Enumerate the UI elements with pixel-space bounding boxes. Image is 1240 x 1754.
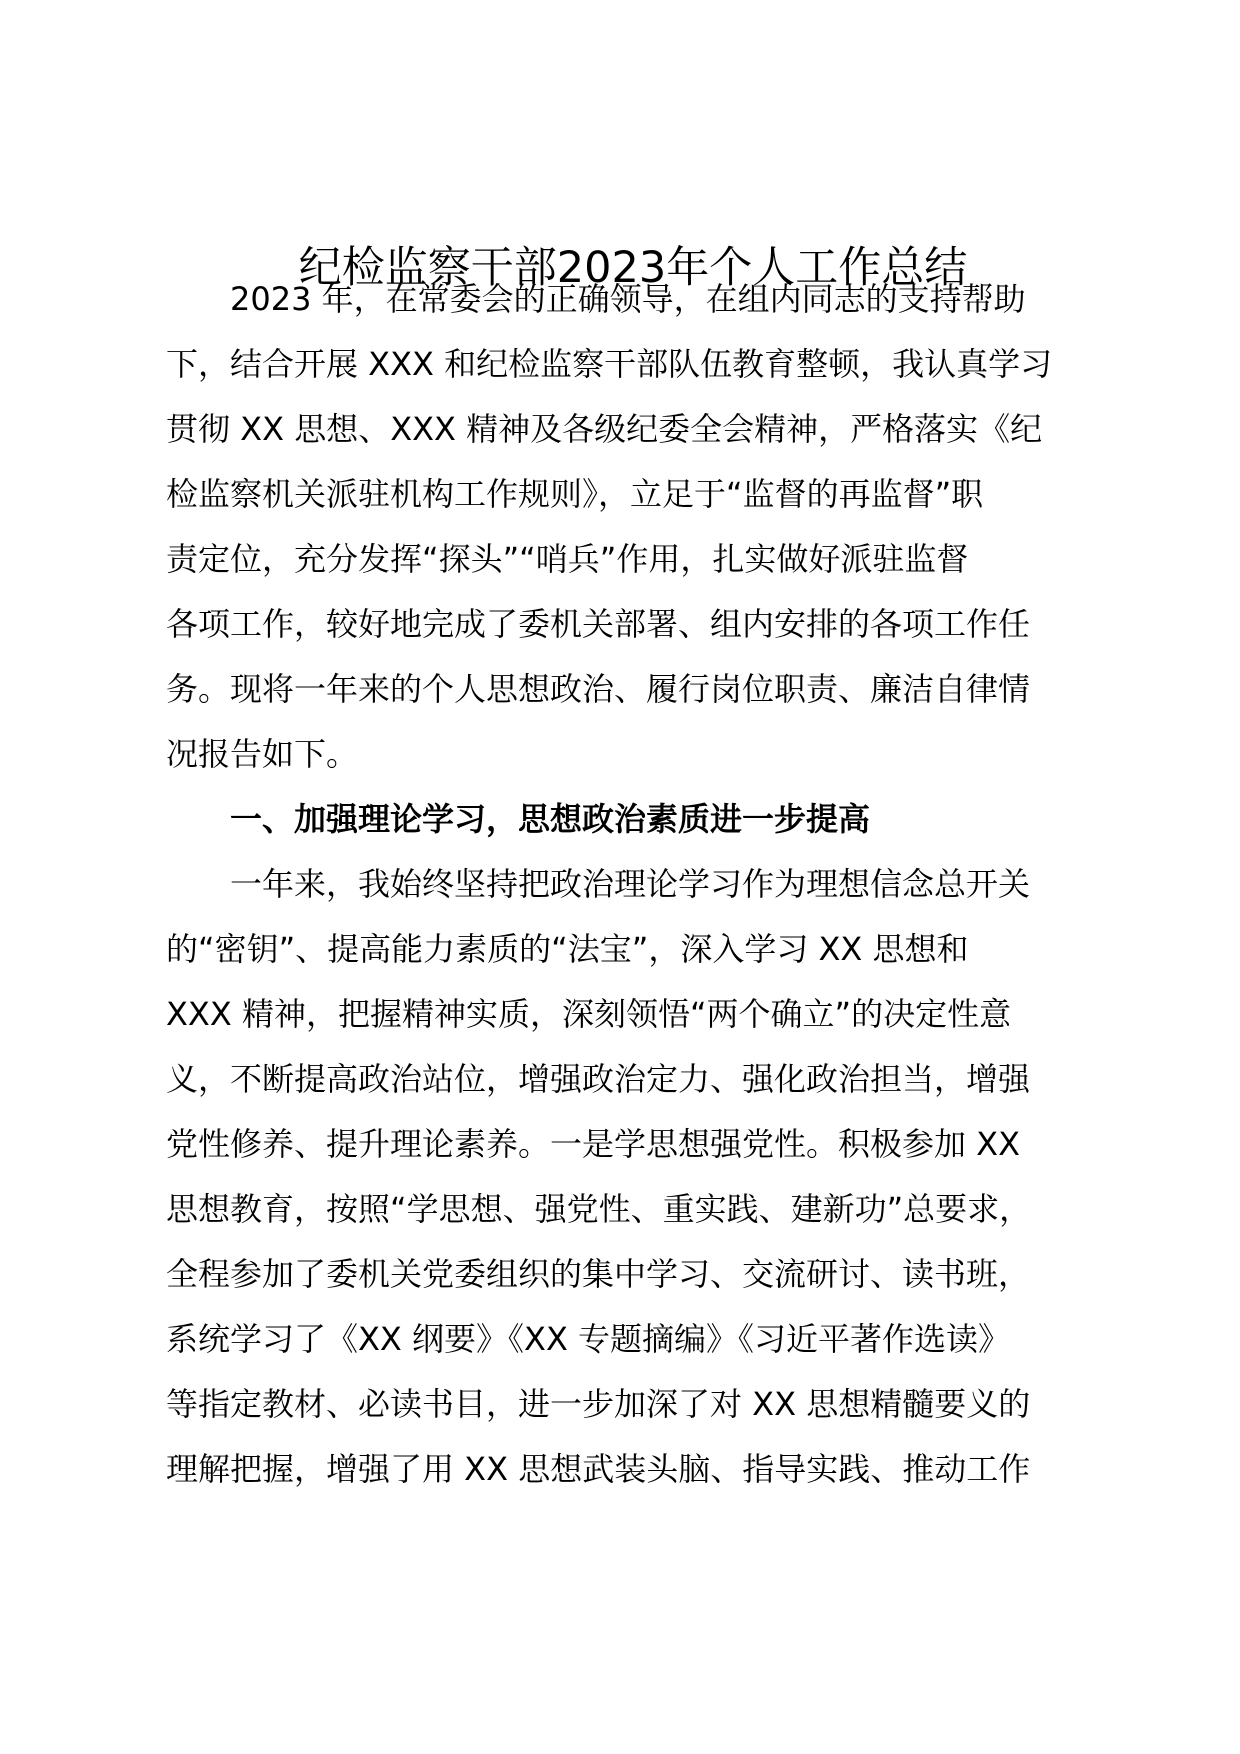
paragraph-line: 务。现将一年来的个人思想政治、履行岗位职责、廉洁自律情 (166, 670, 1031, 708)
paragraph-line: XXX 精神，把握精神实质，深刻领悟“两个确立”的决定性意 (166, 995, 1012, 1033)
paragraph-line: 党性修养、提升理论素养。一是学思想强党性。积极参加 XX (166, 1125, 1021, 1163)
paragraph-line: 系统学习了《XX 纲要》《XX 专题摘编》《习近平著作选读》 (166, 1320, 1011, 1358)
paragraph-line: 一年来，我始终坚持把政治理论学习作为理想信念总开关 (230, 865, 1031, 903)
paragraph-line: 全程参加了委机关党委组织的集中学习、交流研讨、读书班， (166, 1255, 1031, 1293)
paragraph-line: 贯彻 XX 思想、XXX 精神及各级纪委全会精神，严格落实《纪 (166, 410, 1043, 448)
paragraph-line: 检监察机关派驻机构工作规则》，立足于“监督的再监督”职 (166, 475, 984, 513)
paragraph-line: 理解把握，增强了用 XX 思想武装头脑、指导实践、推动工作 (166, 1450, 1031, 1488)
paragraph-line: 下，结合开展 XXX 和纪检监察干部队伍教育整顿，我认真学习 (166, 345, 1053, 383)
document-title: 纪检监察干部2023年个人工作总结 (298, 243, 968, 293)
paragraph-line: 况报告如下。 (166, 735, 359, 773)
paragraph-line: 各项工作，较好地完成了委机关部署、组内安排的各项工作任 (166, 605, 1031, 643)
document-body (166, 267, 1126, 1502)
paragraph-line: 义，不断提高政治站位，增强政治定力、强化政治担当，增强 (166, 1060, 1031, 1098)
paragraph-line: 的“密钥”、提高能力素质的“法宝”，深入学习 XX 思想和 (166, 930, 969, 968)
section-heading: 一、加强理论学习，思想政治素质进一步提高 (230, 800, 871, 838)
paragraph-line: 等指定教材、必读书目，进一步加深了对 XX 思想精髓要义的 (166, 1385, 1031, 1423)
paragraph-line: 思想教育，按照“学思想、强党性、重实践、建新功”总要求， (166, 1190, 1032, 1228)
paragraph-line: 2023 年，在常委会的正确领导，在组内同志的支持帮助 (230, 280, 1026, 318)
paragraph-line: 责定位，充分发挥“探头”“哨兵”作用，扎实做好派驻监督 (166, 540, 969, 578)
